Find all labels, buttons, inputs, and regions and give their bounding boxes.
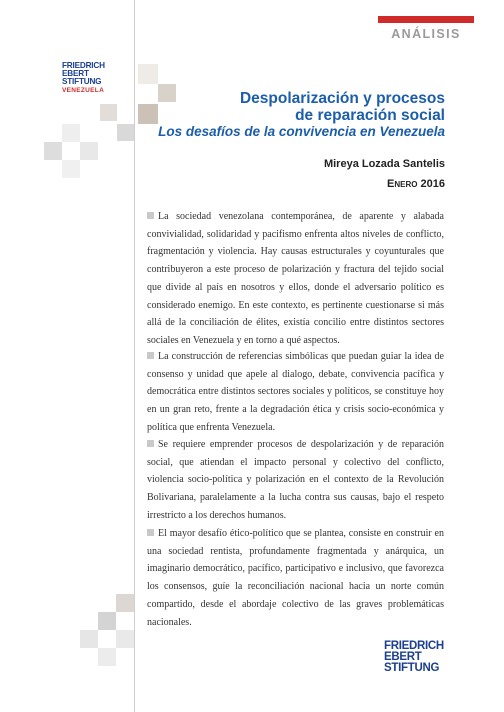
paragraph-1 (147, 208, 444, 350)
badge-accent-bar (378, 16, 474, 23)
document-subtitle: Los desafíos de la convivencia en Venezuela (158, 124, 445, 139)
fes-logo-top (62, 62, 105, 94)
paragraph-text: El mayor desafío ético-político que se plantea, consiste en construir en una sociedad rentista, profundamente fragmentada y anárquica, un imaginario democrático, pacífico, participativo e inclusivo, que favorezca los consensos, guíe la reconciliación nacional hacia un norte común compartido, desde el abordaje colectivo de las graves problemáticas nacionales. (147, 528, 444, 628)
document-title (150, 90, 445, 124)
paragraph-text: La sociedad venezolana contemporánea, de aparente y alabada convivialidad, solidaridad y pacifismo enfrenta altos niveles de conflicto, fragmentación y violencia. Hay causas estructurales y coyunturales que contribuyeron a este proceso de polarización y fractura del tejido social que divide al país en nosotros y ellos, donde el adversario político es considerado enemigo. En este contexto, es pertinente cuestionarse si más allá de la conciliación de élites, existía concilio entre distintos sectores sociales en Venezuela y en torno a qué aspectos. (147, 211, 444, 346)
title-line-2: de reparación social (295, 107, 445, 124)
square-bullet-icon (147, 529, 154, 536)
logo-line-friedrich: FRIEDRICH (384, 640, 444, 652)
logo-line-stiftung: STIFTUNG (62, 77, 102, 87)
paragraph-2 (147, 348, 444, 437)
title-line-1: Despolarización y procesos (239, 90, 445, 107)
logo-line-ebert: EBERT (384, 651, 422, 663)
paragraph-text: Se requiere emprender procesos de despolarización y de reparación social, que atiendan el impacto personal y colectivo del conflicto, violencia socio-política y polarización en el contexto de la Revolución Bolivariana, paralelamente a la lucha contra sus causas, bajo el respeto irrestricto a los derechos humanos. (147, 439, 444, 521)
fes-logo-bottom (384, 641, 444, 674)
square-bullet-icon (147, 440, 154, 447)
paragraph-4 (147, 525, 444, 631)
publication-date: Enero 2016 (387, 178, 445, 190)
square-bullet-icon (147, 212, 154, 219)
logo-line-venezuela: VENEZUELA (62, 86, 105, 94)
margin-rule (134, 0, 135, 712)
section-badge: ANÁLISIS (391, 27, 461, 41)
logo-line-ebert: EBERT (62, 69, 89, 79)
logo-line-friedrich: FRIEDRICH (62, 61, 105, 70)
square-bullet-icon (147, 352, 154, 359)
paragraph-3 (147, 436, 444, 525)
paragraph-text: La construcción de referencias simbólicas que puedan guiar la idea de consenso y unidad que apele al dialogo, debate, convivencia pacífica y democrática entre distintos sectores sociales y políticos, se constituye hoy en un gran reto, frente a la degradación ética y crisis socio-económica y política que enfrenta Venezuela. (147, 351, 444, 433)
logo-line-stiftung: STIFTUNG (384, 662, 440, 674)
author-name: Mireya Lozada Santelis (323, 158, 445, 170)
